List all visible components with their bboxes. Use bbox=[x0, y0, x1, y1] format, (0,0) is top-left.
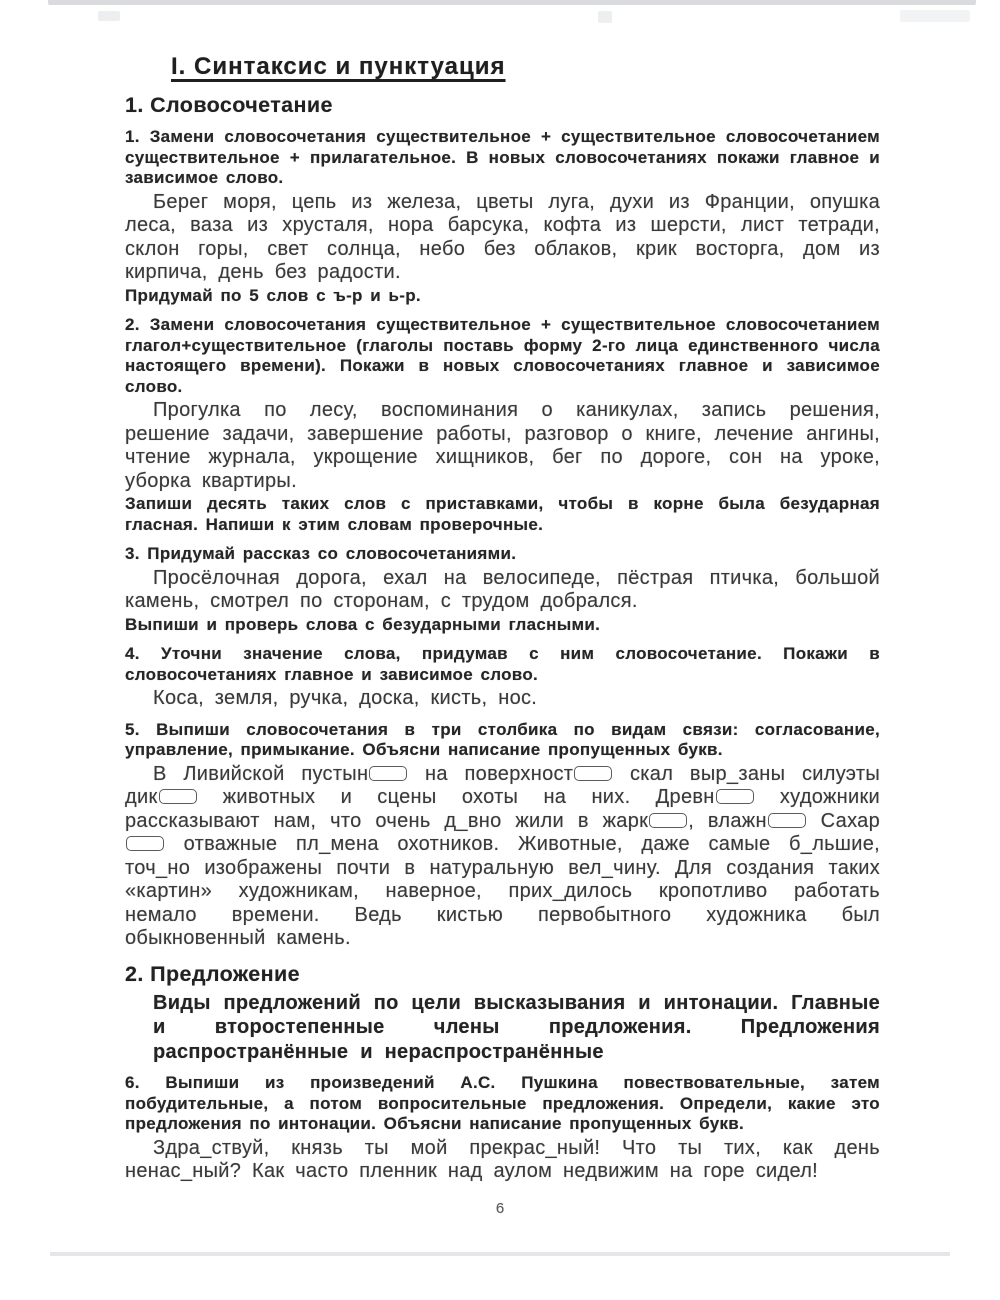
exercise-instruction: 5. Выпиши словосочетания в три столбика по видам связи: согласование, управление, примыкание. Объясни написание пропущенных букв. bbox=[125, 719, 880, 759]
page-top-edge-artifact bbox=[48, 0, 976, 5]
section-title: 1. Словосочетание bbox=[125, 93, 333, 117]
gap-box bbox=[649, 813, 687, 828]
scan-artifact bbox=[98, 11, 120, 21]
exercise-instruction: 4. Уточни значение слова, придумав с ним словосочетание. Покажи в словосочетаниях главное и зависимое слово. bbox=[125, 644, 880, 684]
gap-box bbox=[574, 766, 612, 781]
exercise-instruction: 6. Выпиши из произведений А.С. Пушкина повествовательные, затем побудительные, а потом вопросительные предложения. Определи, какие это предложения по интонации. Объясни написание пропущенных букв. bbox=[125, 1073, 880, 1133]
exercise-body: Берег моря, цепь из железа, цветы луга, духи из Франции, опушка леса, ваза из хрусталя, нора барсука, кофта из шерсти, лист тетради, склон горы, свет солнца, небо без облаков, крик восторга, дом из кирпича, день без радости. bbox=[125, 190, 880, 283]
scan-artifact bbox=[900, 10, 970, 22]
page-bottom-edge-artifact bbox=[50, 1252, 950, 1256]
section-title: 2. Предложение bbox=[125, 961, 300, 986]
exercise bbox=[125, 720, 880, 951]
exercise-body: Здра_ствуй, князь ты мой прекрас_ный! Что ты тих, как день ненас_ный? Как часто пленник над аулом недвижим на горе сидел! bbox=[125, 1136, 880, 1182]
exercise bbox=[125, 1073, 880, 1184]
exercise-note: Придумай по 5 слов с ъ-р и ь-р. bbox=[125, 285, 421, 305]
page-content bbox=[125, 52, 880, 1185]
exercise-note: Запиши десять таких слов с приставками, чтобы в корне была безударная гласная. Напиши к этим словам проверочные. bbox=[125, 494, 880, 534]
gap-box bbox=[159, 789, 197, 804]
exercise bbox=[125, 544, 880, 635]
exercise-instruction: 3. Придумай рассказ со словосочетаниями. bbox=[125, 544, 517, 563]
scan-artifact bbox=[598, 11, 612, 23]
exercise-body: Прогулка по лесу, воспоминания о каникулах, запись решения, решение задачи, завершение работы, разговор о книге, лечение ангины, чтение журнала, укрощение хищников, бег по дороге, сон на уроке, уборка квартиры. bbox=[125, 399, 880, 492]
gap-box bbox=[716, 789, 754, 804]
exercise-body: Коса, земля, ручка, доска, кисть, нос. bbox=[153, 687, 538, 709]
gap-box bbox=[768, 813, 806, 828]
document-title: I. Синтаксис и пунктуация bbox=[171, 53, 506, 80]
page-number: 6 bbox=[495, 1200, 505, 1217]
section-subtitle: Виды предложений по цели высказывания и интонации. Главные и второстепенные члены предложения. Предложения распространённые и нераспространённые bbox=[153, 991, 880, 1063]
exercise bbox=[125, 644, 880, 711]
exercise bbox=[125, 127, 880, 306]
gap-box bbox=[126, 836, 164, 851]
exercise-body: В Ливийской пустын на поверхност скал выр_заны силуэты дик животных и сцены охоты на них. Древн художники рассказывают нам, что очень д_вно жили в жарк , влажн Сахар отважные пл_мена охотников. Животные, даже самые б_льшие, точ_но изображены почти в натуральную вел_чину. Для создания таких «картин» художникам, наверное, прих_дилось кропотливо работать немало времени. Ведь кистью первобытного художника был обыкновенный камень. bbox=[125, 762, 881, 949]
exercise-note: Выпиши и проверь слова с безударными гласными. bbox=[125, 614, 601, 634]
exercise-instruction: 1. Замени словосочетания существительное + существительное словосочетанием существительное + прилагательное. В новых словосочетаниях покажи главное и зависимое слово. bbox=[125, 127, 880, 187]
exercise bbox=[125, 315, 880, 535]
exercise-body: Просёлочная дорога, ехал на велосипеде, пёстрая птичка, большой камень, смотрел по сторонам, с трудом добрался. bbox=[125, 566, 880, 612]
exercise-instruction: 2. Замени словосочетания существительное + существительное словосочетанием глагол+существительное (глаголы поставь форму 2-го лица единственного числа настоящего времени). Покажи в новых словосочетаниях главное и зависимое слово. bbox=[125, 315, 880, 396]
gap-box bbox=[369, 766, 407, 781]
